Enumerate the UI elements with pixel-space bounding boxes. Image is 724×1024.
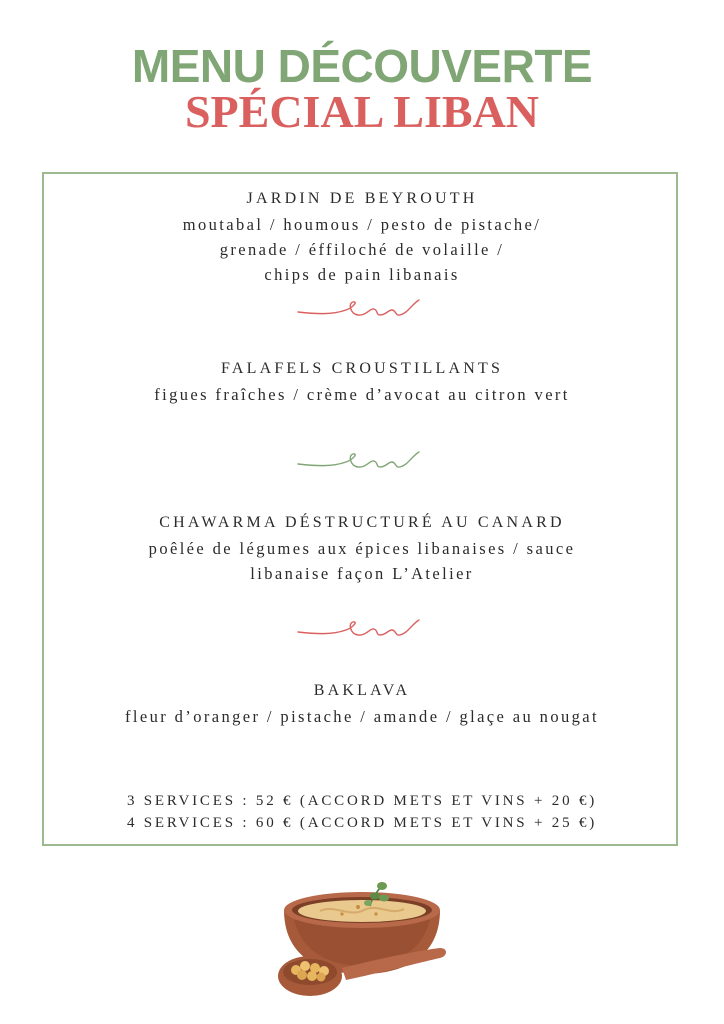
course-1 bbox=[42, 186, 682, 287]
course-title: FALAFELS CROUSTILLANTS bbox=[220, 360, 504, 377]
course-description-line: libanaise façon L’Atelier bbox=[250, 564, 474, 583]
course-description-line: poêlée de légumes aux épices libanaises / sauce bbox=[148, 539, 576, 558]
course-description-line: moutabal / houmous / pesto de pistache/ bbox=[182, 215, 542, 234]
course-title: CHAWARMA DÉSTRUCTURÉ AU CANARD bbox=[159, 514, 565, 531]
course-title: JARDIN DE BEYROUTH bbox=[246, 190, 478, 207]
price-line: 4 SERVICES : 60 € (ACCORD METS ET VINS + 25 €) bbox=[126, 815, 598, 831]
course-description-line: grenade / éffiloché de volaille / bbox=[219, 240, 505, 259]
price-line: 3 SERVICES : 52 € (ACCORD METS ET VINS + 20 €) bbox=[126, 793, 598, 809]
swirl-divider-icon bbox=[296, 296, 422, 324]
hummus-bowl-icon bbox=[272, 876, 452, 1006]
course-description-line: figues fraîches / crème d’avocat au citron vert bbox=[154, 385, 570, 404]
swirl-divider-icon bbox=[296, 616, 422, 644]
menu-title: MENU DÉCOUVERTE bbox=[131, 40, 593, 92]
course-4 bbox=[42, 678, 682, 729]
course-description-line: chips de pain libanais bbox=[264, 265, 460, 284]
price-list bbox=[42, 790, 682, 834]
menu-subtitle: SPÉCIAL LIBAN bbox=[184, 86, 540, 137]
swirl-divider-icon bbox=[296, 448, 422, 476]
course-description-line: fleur d’oranger / pistache / amande / glaçe au nougat bbox=[124, 707, 599, 726]
course-2 bbox=[42, 356, 682, 407]
course-3 bbox=[42, 510, 682, 586]
course-title: BAKLAVA bbox=[313, 682, 411, 699]
